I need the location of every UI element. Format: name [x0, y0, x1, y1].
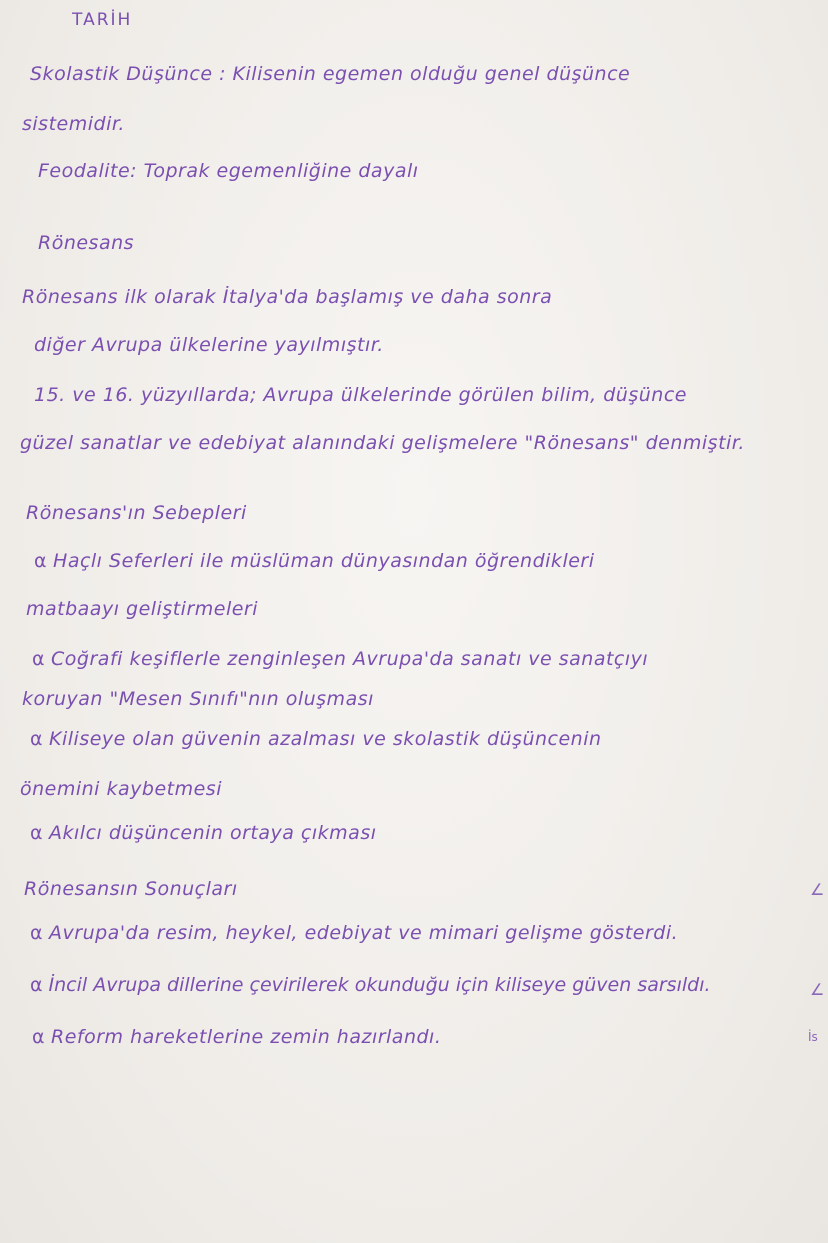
- list-item: ⍺ Reform hareketlerine zemin hazırlandı.: [32, 1026, 442, 1048]
- text-line: güzel sanatlar ve edebiyat alanındaki gelişmelere "Rönesans" denmiştir.: [20, 432, 745, 454]
- text-line: Skolastik Düşünce : Kilisenin egemen olduğu genel düşünce: [30, 63, 631, 85]
- bullet-icon: ⍺: [30, 922, 44, 944]
- list-item: ⍺ Coğrafi keşiflerle zenginleşen Avrupa'da sanatı ve sanatçıyı: [32, 648, 649, 670]
- page-title: TARİH: [72, 10, 133, 30]
- text-line: matbaayı geliştirmeleri: [26, 598, 259, 620]
- bullet-icon: ⍺: [30, 728, 44, 750]
- list-item: ⍺ Avrupa'da resim, heykel, edebiyat ve mimari gelişme gösterdi.: [30, 922, 679, 944]
- bullet-icon: ⍺: [32, 648, 46, 670]
- text-line: Feodalite: Toprak egemenliğine dayalı: [38, 160, 419, 182]
- bullet-icon: ⍺: [32, 1026, 46, 1048]
- list-item: ⍺ Akılcı düşüncenin ortaya çıkması: [30, 822, 377, 844]
- section-heading: Rönesansın Sonuçları: [24, 878, 238, 900]
- list-item: ⍺ İncil Avrupa dillerine çevirilerek okunduğu için kiliseye güven sarsıldı.: [30, 974, 711, 996]
- text-line: koruyan "Mesen Sınıfı"nın oluşması: [22, 688, 374, 710]
- margin-mark: ∠: [810, 980, 825, 999]
- text-line: 15. ve 16. yüzyıllarda; Avrupa ülkelerinde görülen bilim, düşünce: [34, 384, 687, 406]
- list-item: ⍺ Kiliseye olan güvenin azalması ve skolastik düşüncenin: [30, 728, 602, 750]
- bullet-icon: ⍺: [30, 974, 43, 996]
- text-line: sistemidir.: [22, 113, 125, 135]
- bullet-icon: ⍺: [34, 550, 48, 572]
- bullet-icon: ⍺: [30, 822, 44, 844]
- section-heading: Rönesans: [38, 232, 135, 254]
- text-line: diğer Avrupa ülkelerine yayılmıştır.: [34, 334, 384, 356]
- list-item: ⍺ Haçlı Seferleri ile müslüman dünyasından öğrendikleri: [34, 550, 595, 572]
- text-line: Rönesans ilk olarak İtalya'da başlamış ve daha sonra: [22, 286, 553, 308]
- margin-mark: İs: [808, 1030, 818, 1044]
- margin-mark: ∠: [810, 880, 825, 899]
- text-line: önemini kaybetmesi: [20, 778, 222, 800]
- section-heading: Rönesans'ın Sebepleri: [26, 502, 247, 524]
